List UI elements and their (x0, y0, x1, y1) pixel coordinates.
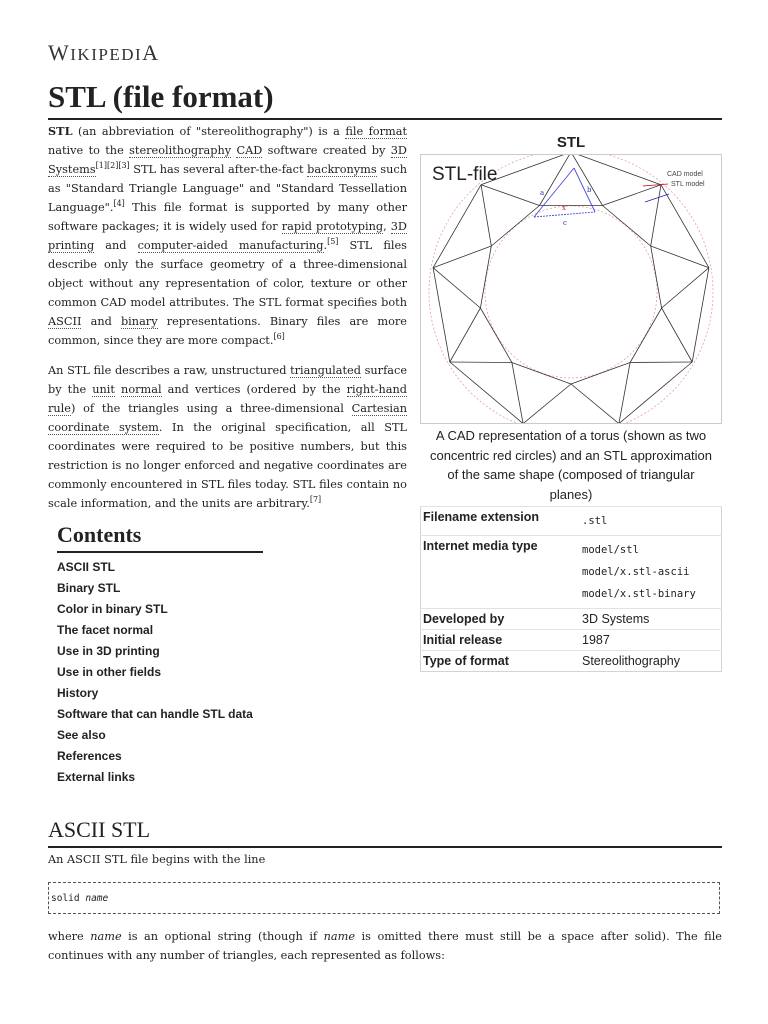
mesh-edge (512, 363, 523, 424)
table-of-contents (57, 520, 263, 788)
infobox-row (421, 630, 722, 651)
citation[interactable]: [6] (273, 332, 285, 342)
mesh-edge (481, 185, 540, 206)
mesh-edge (571, 363, 630, 385)
text-run: and (94, 239, 138, 252)
toc-item[interactable]: History (57, 686, 99, 700)
text-run: and vertices (ordered by the (161, 383, 347, 396)
text-run: surface by the (48, 364, 408, 396)
infobox-value (580, 507, 722, 536)
mesh-edge (433, 268, 480, 308)
mesh-edge (433, 185, 481, 268)
inline-link[interactable]: unit (92, 383, 115, 396)
mesh-edge (662, 268, 709, 308)
text-run: where (48, 930, 91, 943)
inline-link[interactable]: 3D printing (48, 220, 407, 252)
infobox-value-item: model/stl (582, 544, 639, 556)
mesh-edge (692, 268, 709, 362)
mesh-edge (619, 363, 630, 424)
mesh-edge (619, 362, 692, 423)
toc-item[interactable]: Use in other fields (57, 665, 162, 679)
infobox-value (580, 536, 722, 609)
toc-item[interactable]: References (57, 749, 122, 763)
mesh-edge (571, 155, 661, 185)
mesh-edge (523, 384, 571, 423)
text-run: STL has several after-the-fact (129, 163, 308, 176)
mesh-edge (603, 185, 662, 206)
mesh-edge (450, 362, 523, 423)
inline-link[interactable]: triangulated (290, 364, 361, 377)
legend-cad-model: CAD model (667, 171, 703, 178)
text-run: native to the (48, 144, 130, 157)
toc-item[interactable]: The facet normal (57, 623, 154, 637)
infobox-key: Initial release (421, 630, 581, 651)
toc-heading: Contents (57, 520, 263, 553)
citation[interactable]: [1][2][3] (95, 161, 130, 171)
citation[interactable]: [5] (327, 237, 339, 247)
stl-mesh (433, 155, 709, 423)
mesh-edge (630, 308, 662, 363)
infobox-key: Developed by (421, 609, 581, 630)
toc-item[interactable]: Binary STL (57, 581, 121, 595)
stl-arrow (645, 194, 669, 202)
inline-link[interactable]: ASCII (48, 315, 82, 328)
infobox-image[interactable] (420, 154, 722, 424)
toc-item[interactable]: External links (57, 770, 136, 784)
infobox-value (580, 630, 722, 651)
text-run: is omitted there must still be a space after solid). The file continues with any number of triangles, each represented as follows: (48, 930, 722, 962)
mesh-edge (433, 246, 491, 268)
infobox-caption: A CAD representation of a torus (shown as two concentric red circles) and an STL approximation of the same shape (composed of triangular planes) (429, 428, 713, 502)
text-run: representations. Binary files are more common, since they are more compact. (48, 315, 407, 347)
mesh-edge (433, 268, 450, 362)
inline-link[interactable]: computer-aided manufacturing (137, 239, 324, 252)
inline-link[interactable]: Cartesian coordinate system (48, 402, 407, 434)
italic-term: name (90, 930, 122, 943)
code-block (48, 882, 720, 914)
mesh-edge (481, 185, 491, 246)
infobox-key: Internet media type (421, 536, 581, 609)
mesh-edge (651, 246, 662, 308)
mesh-edge (480, 308, 512, 363)
mesh-edge (661, 185, 709, 268)
text-run: such as "Standard Triangle Language" and "Standard Tessellation Language". (48, 163, 407, 214)
lead-section (48, 122, 407, 524)
text-run: and (81, 315, 121, 328)
code-keyword: solid (51, 893, 80, 904)
section-paragraph (48, 927, 722, 965)
infobox-value (580, 609, 722, 630)
infobox (420, 126, 722, 672)
toc-item[interactable]: See also (57, 728, 106, 742)
infobox-key: Type of format (421, 651, 581, 672)
inline-link[interactable]: rapid prototyping (281, 220, 384, 233)
infobox-value (580, 651, 722, 672)
inline-link[interactable]: stereolithography (129, 144, 232, 157)
stl-file-label: STL-file (432, 164, 498, 185)
label-a: a (540, 189, 545, 197)
toc-item[interactable]: Color in binary STL (57, 602, 168, 616)
text-run: software created by (262, 144, 391, 157)
mesh-edge (630, 362, 692, 363)
section-intro: An ASCII STL file begins with the line (48, 853, 266, 866)
lead-paragraph-2 (48, 361, 407, 513)
mesh-edge (540, 155, 572, 206)
infobox-value-item: model/x.stl-ascii (582, 566, 690, 578)
mesh-edge (491, 206, 539, 247)
mesh-edge (512, 363, 571, 385)
mesh-edge (651, 246, 709, 268)
mesh-edge (651, 185, 661, 246)
infobox-value-item: 1987 (582, 633, 610, 647)
inline-link[interactable]: backronyms (307, 163, 377, 176)
section-heading-ascii-stl: ASCII STL (48, 815, 722, 848)
infobox-table (420, 506, 722, 672)
text-run: , (383, 220, 391, 233)
italic-term: name (323, 930, 356, 943)
bold-term: STL (48, 124, 73, 138)
text-run: . (323, 239, 328, 252)
toc-list (57, 557, 263, 788)
infobox-value-item: 3D Systems (582, 612, 650, 626)
infobox-value-item: .stl (582, 515, 608, 527)
mesh-edge (571, 155, 603, 206)
text-run: is an optional string (though if (121, 930, 324, 943)
toc-item[interactable]: ASCII STL (57, 560, 116, 574)
torus-stl-diagram (421, 155, 721, 423)
label-b: b (587, 186, 592, 194)
text-run: (an abbreviation of "stereolithography") is a (72, 125, 346, 138)
mesh-edge (450, 308, 481, 362)
lead-paragraph-1 (48, 122, 407, 350)
cad-arrow (643, 184, 668, 186)
infobox-row (421, 536, 722, 609)
mesh-edge (571, 384, 619, 423)
legend-stl-model: STL model (671, 181, 705, 188)
infobox-value-item: Stereolithography (582, 654, 680, 668)
inline-link[interactable]: file format (345, 125, 407, 138)
inline-link[interactable]: right-hand rule (48, 383, 408, 415)
inline-link[interactable]: CAD (236, 144, 263, 157)
code-argument: name (85, 893, 109, 904)
inline-link[interactable]: 3D Systems (48, 144, 407, 176)
infobox-row (421, 507, 722, 536)
inline-link[interactable]: binary (120, 315, 158, 328)
text-run: STL files describe only the surface geometry of a three-dimensional object without any representation of color, texture or other common CAD model attributes. The STL format specifies both (48, 239, 407, 309)
citation[interactable]: [4] (113, 199, 125, 209)
mesh-edge (662, 308, 693, 362)
mesh-edge (450, 362, 512, 363)
text-run: . In the original specification, all STL coordinates were required to be positive numbers, but this restriction is no longer enforced and negative coordinates are commonly encountered in STL files today. STL files contain no scale information, and the units are arbitrary. (48, 421, 408, 510)
wikipedia-logo[interactable]: WIKIPEDIA (48, 40, 160, 65)
infobox-key: Filename extension (421, 507, 581, 536)
infobox-row (421, 609, 722, 630)
page-title: STL (file format) (48, 78, 722, 120)
label-x: x (562, 204, 566, 212)
inner-circle (485, 206, 657, 378)
infobox-value-item: model/x.stl-binary (582, 588, 696, 600)
outer-circle (429, 155, 713, 423)
infobox-row (421, 651, 722, 672)
inline-link[interactable]: normal (121, 383, 162, 396)
label-c: c (563, 219, 567, 227)
citation[interactable]: [7] (309, 495, 322, 505)
mesh-edge (480, 246, 491, 308)
text-run: ) of the triangles using a three-dimensional (70, 402, 352, 415)
mesh-edge (603, 206, 651, 247)
text-run: This file format is supported by many other software packages; it is widely used for (48, 201, 407, 233)
infobox-title: STL (556, 134, 586, 151)
toc-item[interactable]: Software that can handle STL data (57, 707, 253, 721)
toc-item[interactable]: Use in 3D printing (57, 644, 160, 658)
text-run: An STL file describes a raw, unstructured (48, 364, 291, 377)
